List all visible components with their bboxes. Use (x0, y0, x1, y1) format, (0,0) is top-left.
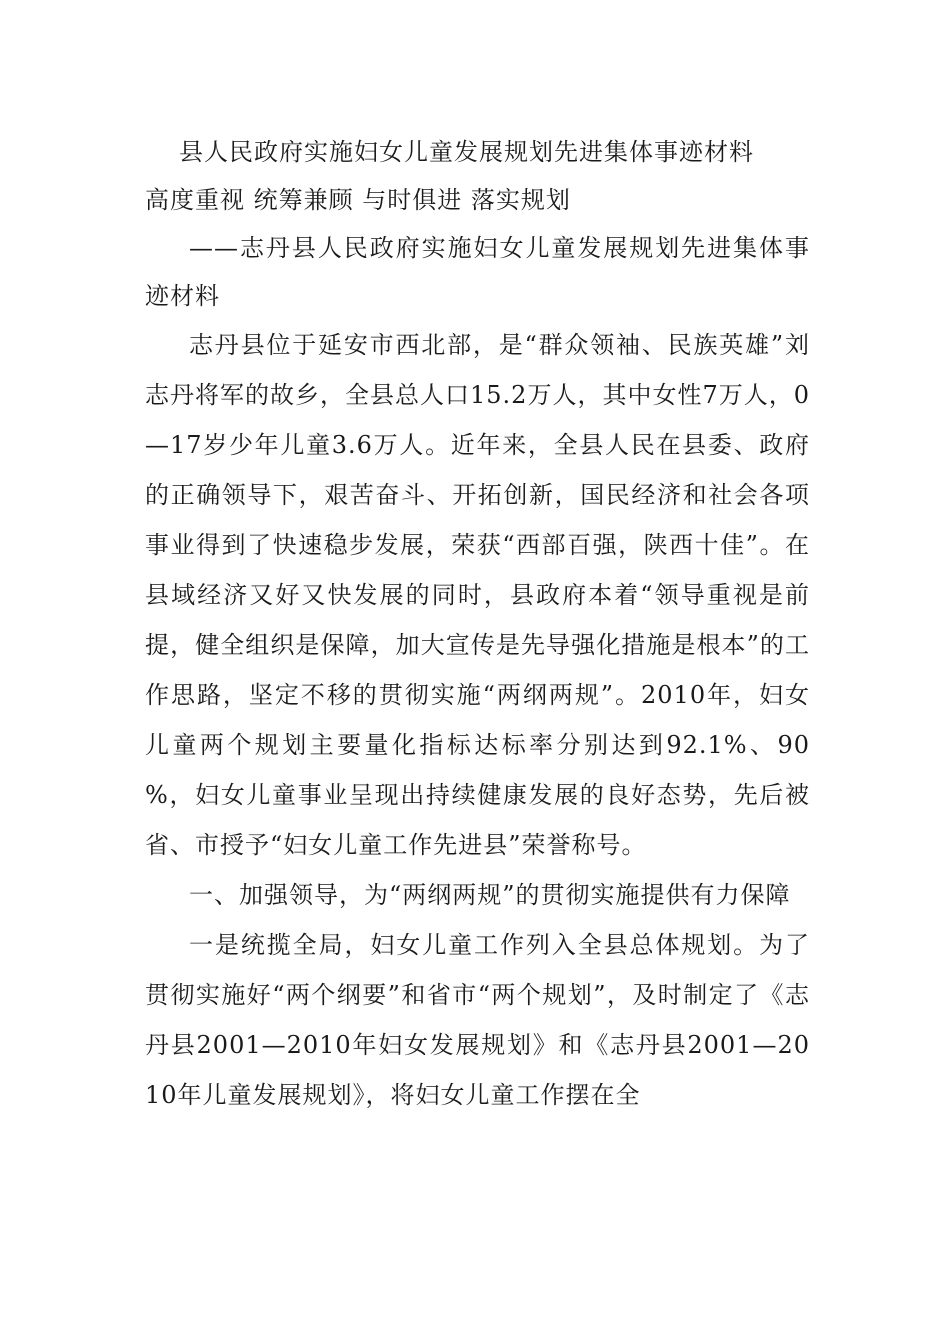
document-body (145, 128, 810, 1120)
section-heading-1: 一、加强领导，为“两纲两规”的贯彻实施提供有力保障 (189, 881, 791, 909)
paragraph-intro: 志丹县位于延安市西北部，是“群众领袖、民族英雄”刘志丹将军的故乡，全县总人口15.2万人，其中女性7万人，0—17岁少年儿童3.6万人。近年来，全县人民在县委、政府的正确领导下，艰苦奋斗、开拓创新，国民经济和社会各项事业得到了快速稳步发展，荣获“西部百强，陕西十佳”。在县域经济又好又快发展的同时，县政府本着“领导重视是前提，健全组织是保障，加大宣传是先导强化措施是根本”的工作思路，坚定不移的贯彻实施“两纲两规”。2010年，妇女儿童两个规划主要量化指标达标率分别达到92.1%、90 %，妇女儿童事业呈现出持续健康发展的良好态势，先后被省、市授予“妇女儿童工作先进县”荣誉称号。 (145, 331, 810, 859)
document-subtitle: 高度重视 统筹兼顾 与时俱进 落实规划 (145, 186, 571, 214)
document-byline: ——志丹县人民政府实施妇女儿童发展规划先进集体事迹材料 (145, 234, 810, 310)
document-title: 县人民政府实施妇女儿童发展规划先进集体事迹材料 (179, 138, 754, 166)
paragraph-section-1: 一是统揽全局，妇女儿童工作列入全县总体规划。为了贯彻实施好“两个纲要”和省市“两个规划”，及时制定了《志丹县2001—2010年妇女发展规划》和《志丹县2001—2010年儿童发展规划》，将妇女儿童工作摆在全 (145, 931, 810, 1109)
